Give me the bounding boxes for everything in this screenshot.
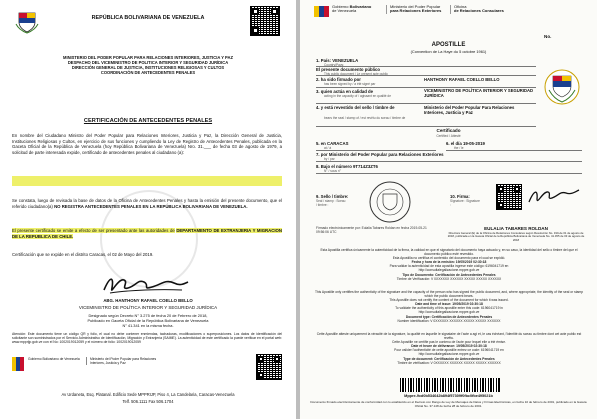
footer-qr-code (256, 354, 282, 380)
signed-electronically-note: Firmado electrónicamente por: Eulalia Tabares Roldan en fecha 2019-05-21 09:56:06 UTC (316, 226, 427, 235)
signature-sub: Signature : Signature : (450, 199, 480, 207)
french-text: Cette Apostille atteste uniquement la véracité de la signature, la qualité en laquelle le signataire de l'acte a agi et, le cas échéant, l'identité du sceau ou timbre dont cet acte public est revêtu. (316, 332, 582, 341)
row-country-label: 1. País: VENEZUELA (316, 58, 359, 63)
apostille-signer-detail: Directora General (E) de la Oficina de Relaciones Consulares según Resolución No. 190-de 01 de agosto de 2018, publicada en la Gaceta Oficial de la República Bolivariana de Venezuela No. 41.455 de 03 de agosto de 2018 (447, 231, 585, 242)
row-by-ministry-label: 7. por Ministerio del Poder Popular para Relaciones Exteriores (316, 152, 444, 157)
row-seal-of-sub: bears the seal / stamp of / est revêtu du sceau / timbre de (324, 116, 406, 120)
row-public-doc-sub: This public document / Le présent acte public (324, 71, 388, 76)
spanish-section (314, 248, 584, 281)
seal-label: 9. Sello / timbre: (316, 194, 349, 199)
banner-gov-3: de Venezuela (332, 8, 357, 14)
row-public-doc-label: El presente documento público (316, 67, 380, 72)
row-place-sub: at / à (324, 146, 332, 150)
french-line: Date et heure de délivrance: 19/05/2019 02:30:18 (411, 344, 487, 349)
paragraph-issue-date: Certificación que se expide en el distrito Caracas, el 02 de Mayo del 2019. (12, 252, 154, 257)
row-capacity-value: VICEMINISTRO DE POLÍTICA INTERIOR Y SEGURIDAD JURÍDICA (424, 88, 534, 98)
french-section (314, 332, 584, 365)
document-hash: Mppre-9cd0b534642b894f57309f0fbc0fbe495021b (404, 394, 493, 398)
banner-gov-1: Gobierno (332, 4, 349, 9)
paragraph-verification (12, 198, 282, 209)
row-signed-by-label: 2. ha sido firmado por (316, 77, 361, 82)
english-section (314, 290, 584, 323)
header-title: REPÚBLICA BOLIVARIANA DE VENEZUELA (91, 15, 205, 21)
row-number (316, 164, 582, 174)
row-place (316, 141, 436, 151)
verification-text: Se constata, luego de revisada la base de datos de la Oficina de Antecedentes Penales y hasta la emisión del presente documento, que el referido ciudadano(a) (12, 198, 282, 209)
row-seal-of (316, 106, 536, 127)
footer-gov-brand: Gobierno Bolivariano de Venezuela (28, 357, 80, 361)
no-records-text: NO REGISTRA ANTECEDENTES PENALES EN LA REPÚBLICA BOLIVARIANA DE VENEZUELA. (54, 203, 248, 209)
banner-office (450, 5, 504, 14)
apostille-title: APOSTILLE (431, 42, 466, 48)
row-capacity-label: 3. quien actúa en calidad de (316, 89, 374, 94)
destination-text: El presente certificado se emite a efecto de ser presentado ante las autoridades de (12, 228, 175, 233)
row-place-label: 5. en CARACAS (316, 141, 349, 146)
row-seal-of-value: Ministerio del Poder Popular Para Relaciones Interiores, Justicia y Paz (424, 105, 515, 115)
consular-seal-icon (368, 180, 412, 224)
paragraph-intro: En nombre del Ciudadano Ministro del Poder Popular para Relaciones Interiores, Justicia y Paz, la Dirección General de Justicia, Instituciones Religiosas y Cultos, en ejercicio de sus funciones y cumpliendo la Ley de Registro de Antecedentes Penales, publicada en la Gaceta Oficial de la República de Venezuela (hoy República Bolivariana de Venezuela) Nro. 31.___ de fecha 03 de agosto de 1979, a solicitud de parte interesada expide, certificado de antecedentes penales al ciudadano (a): (12, 133, 282, 155)
banner-office-1: Oficina (454, 4, 467, 9)
banner-office-2: de Relaciones Consulares (454, 8, 504, 14)
decree-block (0, 314, 296, 328)
french-line: Type de document: Certificación de Antecedentes Penales (403, 356, 495, 361)
decree-line: N° 41.341 en la misma fecha. (122, 322, 174, 328)
spanish-line: Fecha y hora de la emisión: 19/05/2019 02:30:18 (411, 260, 487, 265)
ministry-line: DESPACHO DEL VICEMINISTRO DE POLITICA INTERIOR Y SEGURIDAD JURÍDICA (67, 60, 229, 65)
banner-gov-2: Bolivariano (349, 4, 372, 9)
banner-gov (332, 5, 371, 14)
signature-label: 10. Firma: (450, 194, 470, 199)
footer-phone: Telf. 506.1111 Fax 506.1704 (122, 399, 174, 404)
row-seal-of-label: 4. y está revestido del sello / timbre de (316, 105, 395, 110)
footer-law-note: Documento firmado electrónicamente de conformidad con lo establecido en el Decreto con Rango de Ley de Mensajes de Datos y Firmas Electrónicas, en fecha 10 de febrero de 2001, publicado en la Gaceta Oficial No. 37.148 de fecha 28 de febrero de 2001. (310, 400, 587, 408)
apostille-qr-code (496, 184, 522, 210)
signature-image (100, 272, 190, 298)
spanish-line: http://consultalegalizacione.mppre.gob.ve (418, 268, 480, 273)
seal-sub: Seal / stamp : Sceau / timbre : (316, 199, 346, 207)
banner-ministry-1: Ministerio del Poder Popular (390, 4, 441, 9)
row-number-sub: N° / sous n° (324, 169, 341, 173)
spanish-verify: Esta Apostilla no certifica el contenido del documento para el cual se expidió. (392, 256, 506, 261)
attention-notice: Atención: Este documento tiene un código QR y folio, el cual no debe contener enmiendas, tachaduras, modificaciones o superposiciones. Los datos de identificación del solicitante son suministrados por el Servicio Administrativo de Identificación, Migración y Extranjería (SAIME). La autenticidad de este certificado la puede verificar en el portal web: www.mpprijp.gob.ve con el No: 1002019012059 y el número de folio: 1002019012059 (12, 332, 282, 345)
row-date-sub: the / le (454, 146, 464, 150)
certified-sub: Certified / Attesté (436, 134, 461, 138)
french-line: http://consultalegalizacione.mppre.gob.ve (418, 352, 480, 357)
french-line: Pour valider l'authenticité de cette apostille entrez ce code: 6196041719 en (394, 348, 504, 353)
english-line: http://consultalegalizacione.mppre.gob.ve (418, 310, 480, 315)
applicant-name-redacted (12, 176, 282, 186)
row-country-sub: Country/Pays: (324, 62, 345, 67)
decree-line: Designado según Decreto N° 3.275 de fecha 20 de Febrero de 2018, (88, 313, 208, 318)
row-signed-by-value: HANTHONY RAFAEL COELLO BELLO (424, 77, 500, 82)
barcode (400, 378, 500, 392)
row-date-label: 6. el día 19-05-2019 (446, 141, 485, 146)
apostille-signer-name: EULALIA TABARES ROLDAN (484, 226, 548, 231)
coat-of-arms-icon (544, 68, 580, 106)
certified-label: Certificado (436, 128, 461, 133)
footer-ministry-brand: Ministerio del Poder Popular para Relaciones Interiores, Justicia y Paz (86, 357, 160, 365)
spanish-text: Esta Apostilla certifica únicamente la autenticidad de la firma, la calidad en que el signatario del documento haya actuado y, en su caso, la identidad del sello o timbre del que el documento público esté revestido. (320, 248, 578, 257)
row-country (316, 58, 536, 67)
signature-image (526, 186, 582, 208)
banner-ministry-2: para Relaciones Exteriores (390, 8, 442, 14)
ministry-block (30, 55, 266, 75)
apostille-page (300, 0, 597, 419)
antecedentes-certificate-page (0, 0, 296, 419)
row-public-doc (316, 67, 536, 76)
english-line: Document type: Certificación de Antecedentes Penales (405, 314, 493, 319)
french-line: Timbre de vérification: V 0XXXXXX XXXXXX XXXXX XXXXX XXXXXX (397, 360, 501, 365)
english-line: Number identification: V 0XXXXXX XXXXXX XXXXX XXXXX XXXXXX (397, 318, 501, 323)
certificate-title: CERTIFICACIÓN DE ANTECEDENTES PENALES (83, 118, 213, 124)
spanish-line: Timbre de Verificación: V 0XXXXXX XXXXXX XXXXX XXXXX XXXXXX (396, 276, 502, 281)
row-capacity-sub: acting in the capacity of / agissant en qualité de (324, 94, 391, 98)
spanish-line: Para validar la autenticidad de esta apostilla ingrese este código: 6196041719 en (389, 264, 509, 269)
coat-of-arms-icon (14, 10, 40, 34)
banner-ministry (386, 5, 441, 14)
apostille-number-label: No. (544, 34, 552, 39)
apostille-subtitle: (Convention de La Haye du 5 octobre 1961) (410, 49, 487, 54)
banner-stripe-red (324, 6, 329, 17)
row-date (446, 141, 582, 151)
french-verify: Cette Apostille ne certifie pas le contenu de l'acte pour lequel elle a été émise. (392, 340, 506, 345)
footer-address: Av Urdaneta, Esq. Platanal. Edificio Sede MPPRIJP, Piso 4, La Candelaria, Caracas-Venezuela (61, 392, 235, 397)
paragraph-destination (12, 228, 282, 239)
english-text: This Apostille only certifies the authenticity of the signature and the capacity of the person who has signed the public document, and, where appropriate, the identity of the seal or stamp which the public document bears. (314, 290, 584, 299)
flag-stripe-red (20, 357, 24, 371)
english-verify: This Apostille does not certify the content of the document for which it was issued. (389, 298, 509, 303)
destination-authority: DEPARTAMENTO DE EXTRANJERIA Y MIGRACION DE LA REPUBLICA DE CHILE. (12, 228, 283, 239)
signer-title: VICEMINISTRO DE POLÍTICA INTERIOR Y SEGURIDAD JURÍDICA (78, 305, 218, 310)
row-by-ministry-sub: by / par (324, 157, 335, 161)
row-number-label: 8. Bajo el número 9T714Z3ZT6 (316, 164, 378, 169)
ministry-line: MINISTERIO DEL PODER POPULAR PARA RELACIONES INTERIORES, JUSTICIA Y PAZ (63, 55, 233, 60)
row-signed-by-sub: has been signed by / a été signé par (324, 82, 376, 86)
ministry-line: COORDINACIÓN DE ANTECEDENTES PENALES (100, 70, 196, 75)
ministry-line: DIRECCIÓN GENERAL DE JUSTICIA, INSTITUCIONES RELIGIOSAS Y CULTOS (71, 65, 225, 70)
row-by-ministry (316, 152, 582, 162)
english-line: Date and time of issue: 19/05/2019 02:30:18 (415, 302, 483, 307)
row-capacity (316, 89, 536, 104)
qr-code (250, 6, 280, 36)
english-line: To validate the authenticity of this apostille enter this code: 6196041719 in (395, 306, 503, 311)
row-signed-by (316, 77, 536, 88)
decree-line: Publicado en Gaceta Oficial de la República Bolivariana de Venezuela (87, 317, 209, 323)
signer-name: ABG. HANTHONY RAFAEL COELLO BELLO (103, 298, 193, 303)
spanish-line: Tipo de Documento: Certificación de Antecedentes Penales (402, 272, 496, 277)
